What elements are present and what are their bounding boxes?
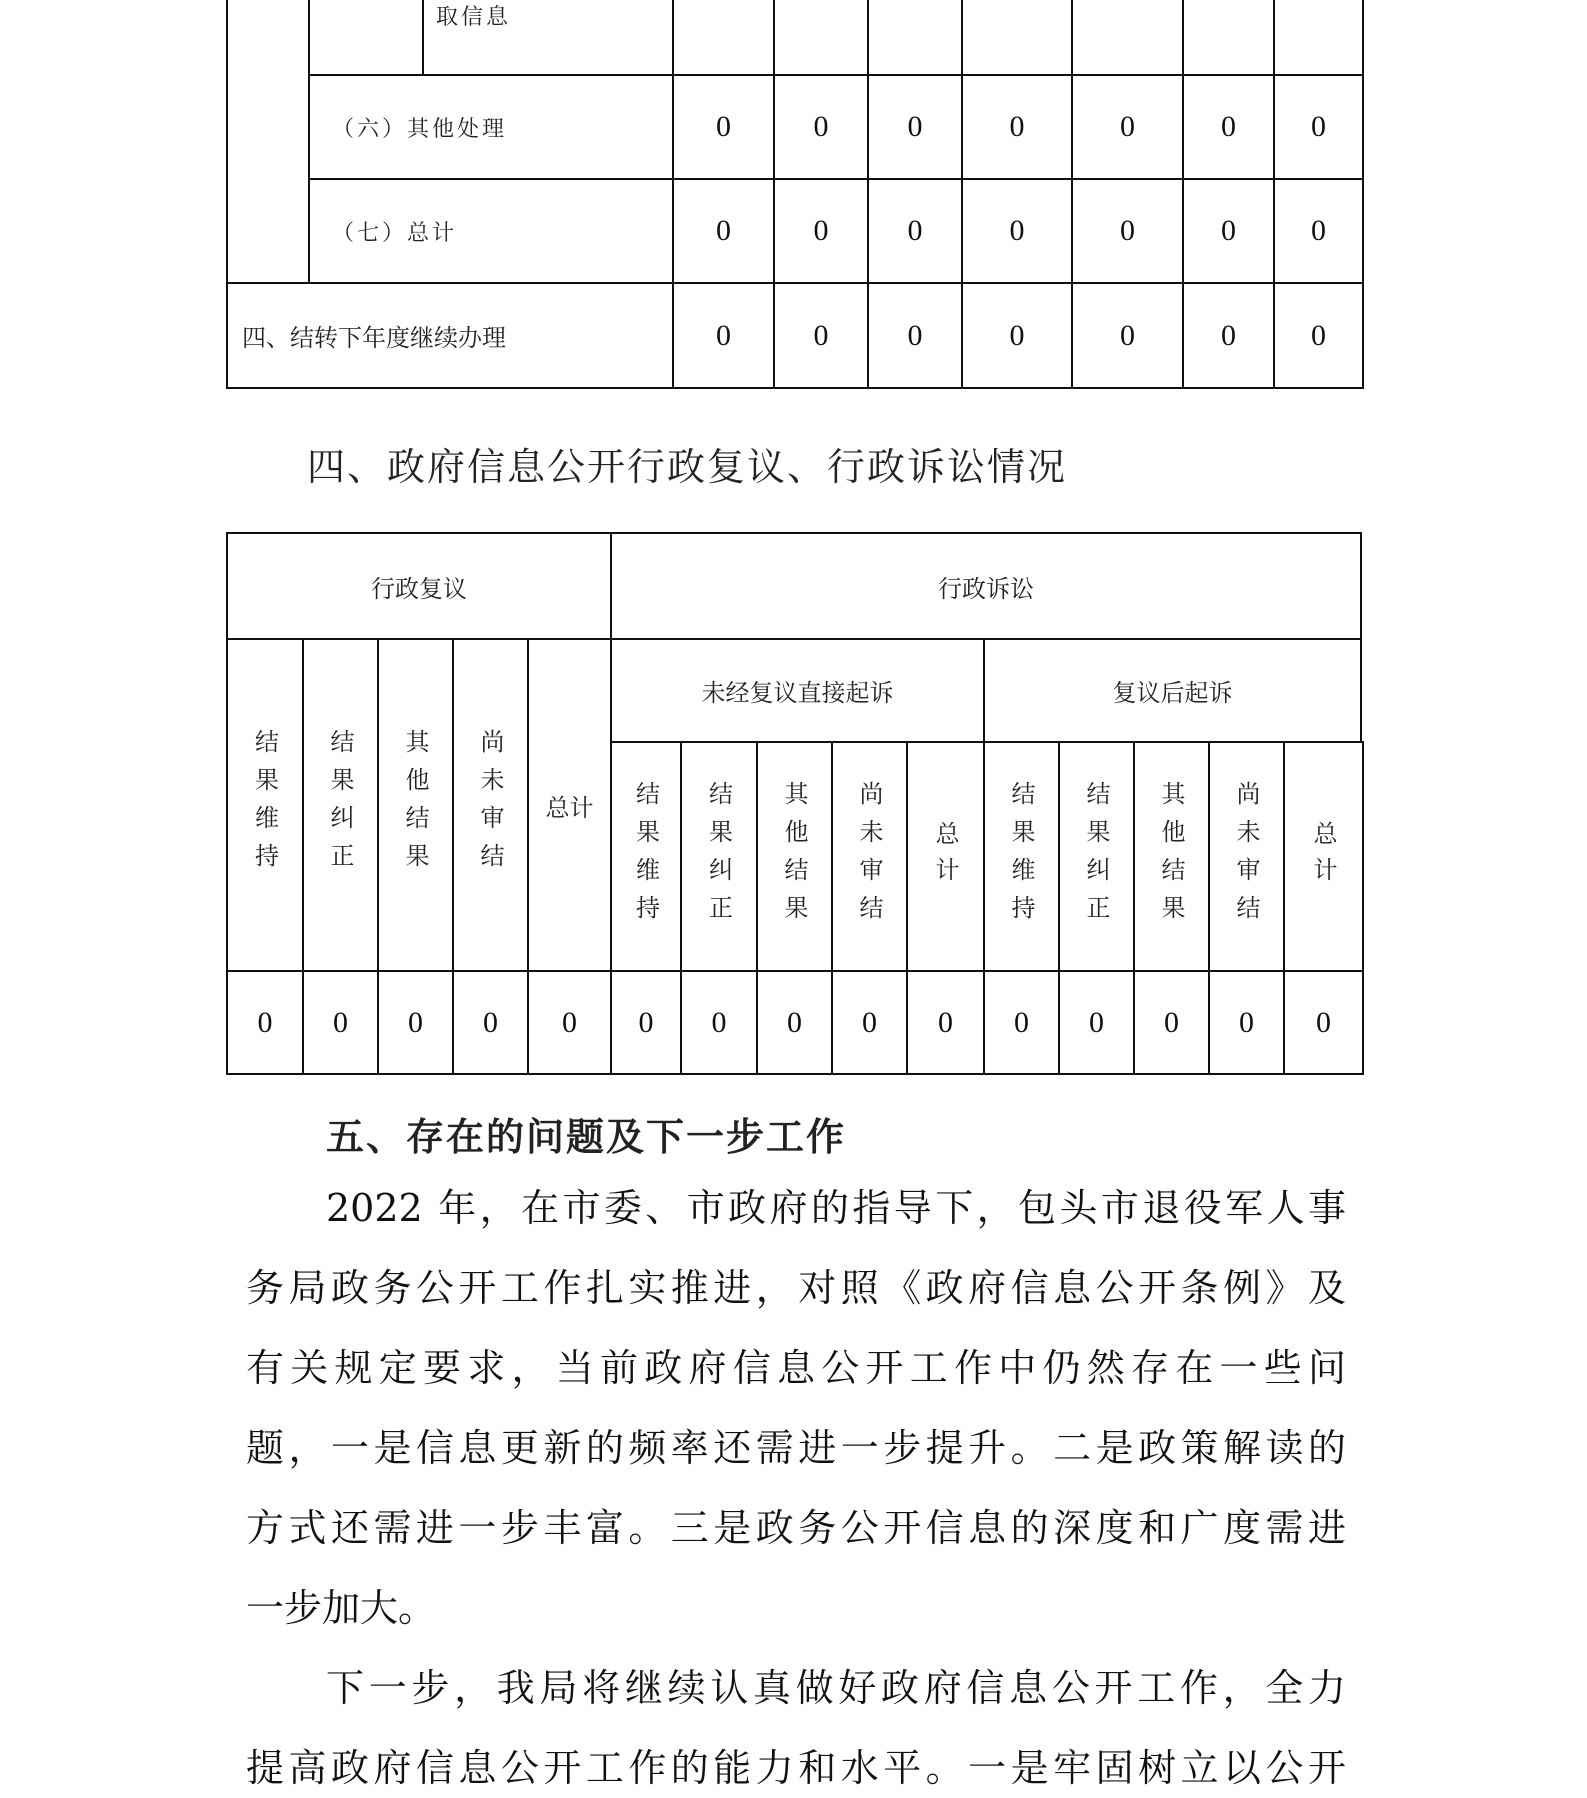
cell-value: 0 (1120, 318, 1135, 352)
column-header-direct (680, 741, 758, 972)
paragraph-line: 下一步，我局将继续认真做好政府信息公开工作，全力 (326, 1666, 1346, 1710)
column-header-label: 结果纠正 (1082, 780, 1110, 933)
column-header-label: 结果维持 (631, 780, 660, 933)
column-header-label: 总计 (545, 793, 594, 822)
value-cell-review (226, 970, 304, 1075)
column-header-label: 其他结果 (780, 780, 808, 933)
column-header-after (1133, 741, 1210, 972)
section-heading-4: 四、政府信息公开行政复议、行政诉讼情况 (307, 445, 1068, 489)
cell-value: 0 (1014, 1005, 1029, 1039)
column-header-direct (831, 741, 908, 972)
header-label: 未经复议直接起诉 (701, 679, 894, 707)
column-header-review (452, 638, 529, 972)
header-label: 行政复议 (371, 574, 467, 603)
value-cell-after (983, 970, 1060, 1075)
column-header-review (377, 638, 454, 972)
header-admin-review (226, 532, 612, 640)
column-header-review (527, 638, 612, 972)
value-cell-after (1058, 970, 1135, 1075)
value-cell-direct (756, 970, 833, 1075)
cell-value: 0 (907, 318, 923, 352)
cell-value: 0 (1221, 214, 1236, 247)
header-label: 复议后起诉 (1112, 679, 1233, 707)
cell-value: 0 (1009, 110, 1025, 143)
cell-value: 0 (408, 1005, 423, 1039)
column-header-label: 总计 (931, 820, 959, 893)
value-cell-direct (610, 970, 682, 1075)
cell-value: 0 (257, 1005, 273, 1039)
column-header-direct (610, 741, 682, 972)
paragraph-line: 题，一是信息更新的频率还需进一步提升。二是政策解读的 (246, 1426, 1346, 1470)
cell-value: 0 (716, 214, 731, 247)
value-cell-review (527, 970, 612, 1075)
value-cell-review (377, 970, 454, 1075)
cell-value: 0 (1221, 318, 1236, 352)
cell-value: 0 (1311, 318, 1326, 352)
cell-value: 0 (716, 318, 731, 352)
column-header-label: 其他结果 (401, 729, 429, 881)
cell-value: 0 (333, 1005, 348, 1039)
cell-value: 0 (1120, 110, 1135, 143)
paragraph-line: 提高政府信息公开工作的能力和水平。一是牢固树立以公开 (246, 1746, 1346, 1790)
cell-value: 0 (1221, 110, 1236, 143)
header-direct-suit (610, 638, 985, 743)
header-admin-litigation (610, 532, 1362, 640)
column-header-review (226, 638, 304, 972)
row-label: 四、结转下年度继续办理 (242, 324, 506, 352)
header-suit-after-review (983, 638, 1362, 743)
column-header-label: 结果维持 (250, 729, 279, 881)
cell-value: 0 (1089, 1005, 1104, 1039)
column-header-label: 结果纠正 (326, 729, 354, 881)
column-header-direct (756, 741, 833, 972)
cell-value: 0 (1311, 214, 1326, 247)
section-heading-5: 五、存在的问题及下一步工作 (326, 1115, 847, 1159)
paragraph-line: 2022 年，在市委、市政府的指导下，包头市退役军人事 (326, 1186, 1346, 1230)
column-header-label: 其他结果 (1157, 780, 1185, 933)
cell-value: 0 (716, 110, 731, 143)
column-header-after (983, 741, 1060, 972)
cell-value: 0 (1311, 110, 1326, 143)
value-cell-direct (831, 970, 908, 1075)
cell-value: 0 (638, 1005, 654, 1039)
paragraph-line: 有关规定要求，当前政府信息公开工作中仍然存在一些问 (246, 1346, 1346, 1390)
cell-value: 0 (1120, 214, 1135, 247)
cell-value: 0 (938, 1005, 953, 1039)
cell-value: 0 (562, 1005, 577, 1039)
column-header-after (1208, 741, 1285, 972)
cell-value: 0 (907, 110, 923, 143)
cell-value: 0 (483, 1005, 498, 1039)
cell-value: 0 (907, 214, 923, 247)
column-header-label: 结果维持 (1007, 780, 1035, 933)
paragraph-line: 务局政务公开工作扎实推进，对照《政府信息公开条例》及 (246, 1266, 1346, 1310)
column-header-label: 总计 (1309, 820, 1337, 893)
row-label: 取信息 (436, 5, 512, 30)
row-label: （六）其他处理 (332, 116, 508, 142)
value-cell-direct (680, 970, 758, 1075)
value-cell-after (1133, 970, 1210, 1075)
value-cell-after (1208, 970, 1285, 1075)
column-header-after (1283, 741, 1364, 972)
column-header-label: 尚未审结 (476, 729, 504, 881)
cell-value: 0 (813, 214, 829, 247)
cell-value: 0 (1164, 1005, 1179, 1039)
paragraph-line: 方式还需进一步丰富。三是政务公开信息的深度和广度需进 (246, 1506, 1346, 1550)
cell-value: 0 (787, 1005, 802, 1039)
cell-value: 0 (1316, 1005, 1331, 1039)
row-label: （七）总计 (332, 220, 458, 246)
cell-value: 0 (1009, 214, 1025, 247)
value-cell-after (1283, 970, 1364, 1075)
cell-value: 0 (1009, 318, 1025, 352)
column-header-review (302, 638, 379, 972)
cell-value: 0 (711, 1005, 727, 1039)
column-header-label: 尚未审结 (1232, 780, 1260, 933)
cell-value: 0 (862, 1005, 877, 1039)
value-cell-review (302, 970, 379, 1075)
cell-value: 0 (813, 110, 829, 143)
header-label: 行政诉讼 (938, 574, 1034, 603)
paragraph-line: 一步加大。 (246, 1586, 437, 1630)
column-header-after (1058, 741, 1135, 972)
cell-value: 0 (1239, 1005, 1254, 1039)
column-header-label: 结果纠正 (704, 780, 733, 933)
column-header-label: 尚未审结 (855, 780, 883, 933)
column-header-direct (906, 741, 985, 972)
value-cell-review (452, 970, 529, 1075)
value-cell-direct (906, 970, 985, 1075)
cell-value: 0 (813, 318, 829, 352)
